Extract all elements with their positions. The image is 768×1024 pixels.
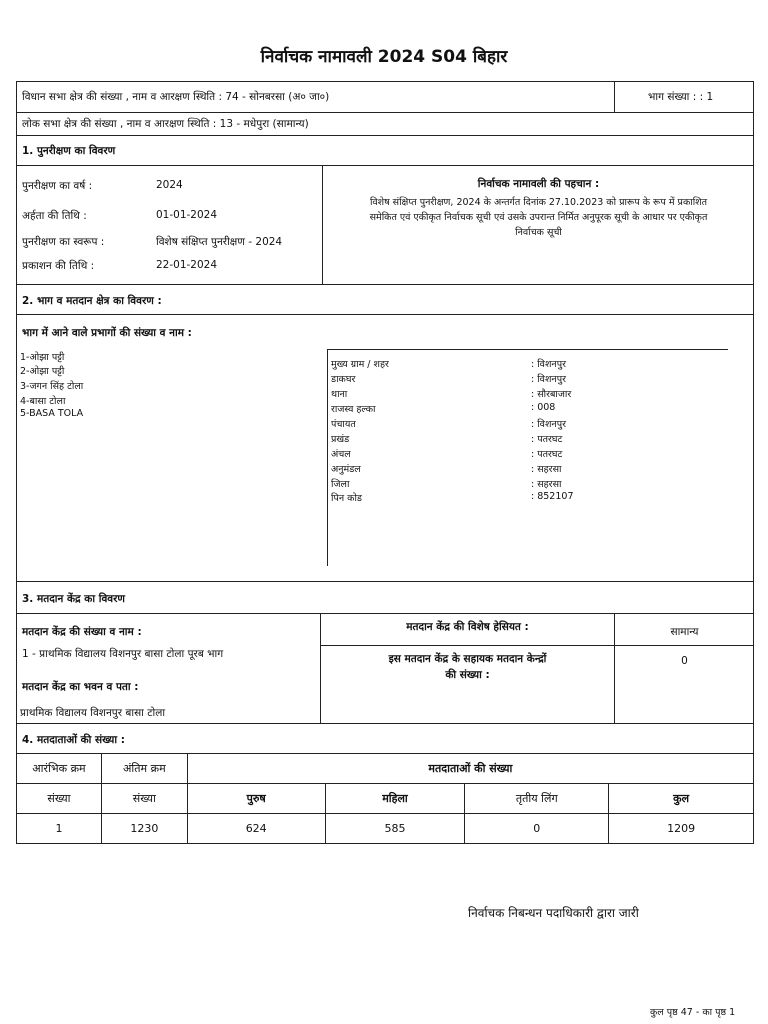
revision-type-label: पुनरीक्षण का स्वरूप : bbox=[22, 236, 105, 248]
special-status-value: सामान्य bbox=[670, 626, 699, 638]
voters-count-table bbox=[16, 753, 754, 844]
block-label: प्रखंड bbox=[331, 434, 350, 445]
qualifying-date-value: 01-01-2024 bbox=[156, 209, 218, 221]
loksabha-info: लोक सभा क्षेत्र की संख्या , नाम व आरक्षण स्थिति : 13 - मधेपुरा (सामान्य) bbox=[22, 118, 309, 130]
main-village-label: मुख्य ग्राम / शहर bbox=[331, 359, 389, 370]
pin-code-label: पिन कोड bbox=[331, 493, 362, 504]
circle-label: अंचल bbox=[331, 449, 351, 460]
police-station-label: थाना bbox=[331, 389, 348, 400]
qualifying-date-label: अर्हता की तिथि : bbox=[22, 210, 87, 222]
subdivision-label: अनुमंडल bbox=[331, 464, 361, 475]
building-address-label: मतदान केंद्र का भवन व पता : bbox=[22, 681, 139, 693]
end-serial-header: अंतिम क्रम bbox=[101, 754, 187, 784]
male-count-cell: 624 bbox=[187, 814, 325, 844]
page-info: कुल पृष्ठ 47 - का पृष्ठ 1 bbox=[650, 1007, 736, 1018]
auxiliary-stations-label-line1: इस मतदान केंद्र के सहायक मतदान केन्द्रों bbox=[388, 653, 547, 665]
assembly-info: विधान सभा क्षेत्र की संख्या , नाम व आरक्षण स्थिति : 74 - सोनबरसा (अ० जा०) bbox=[22, 91, 330, 103]
main-village-value: : विशनपुर bbox=[531, 359, 566, 370]
page-title: निर्वाचक नामावली 2024 S04 बिहार bbox=[260, 47, 508, 67]
post-office-label: डाकघर bbox=[331, 374, 356, 385]
part-number: भाग संख्या : : 1 bbox=[648, 91, 714, 103]
section-item: 2-ओझा पट्टी bbox=[20, 366, 65, 377]
table-row bbox=[17, 814, 754, 844]
female-count-cell: 585 bbox=[325, 814, 465, 844]
total-header: कुल bbox=[609, 784, 754, 814]
roll-identity-line3: निर्वाचक सूची bbox=[515, 227, 562, 238]
district-label: जिला bbox=[331, 479, 350, 490]
section-item: 1-ओझा पट्टी bbox=[20, 352, 65, 363]
section-item: 5-BASA TOLA bbox=[20, 408, 84, 419]
publication-date-label: प्रकाशन की तिथि : bbox=[22, 260, 95, 272]
female-header: महिला bbox=[325, 784, 465, 814]
total-count-cell: 1209 bbox=[609, 814, 754, 844]
roll-identity-line1: विशेष संक्षिप्त पुनरीक्षण, 2024 के अन्तर्गत दिनांक 27.10.2023 को प्रारूप के रूप में प्रकाशित bbox=[369, 197, 708, 208]
third-gender-header: तृतीय लिंग bbox=[465, 784, 609, 814]
section-item: 3-जगन सिंह टोला bbox=[20, 381, 84, 392]
sections-subheading: भाग में आने वाले प्रभागों की संख्या व नाम : bbox=[22, 327, 192, 339]
revenue-circle-value: : 008 bbox=[531, 402, 556, 413]
roll-identity-heading: निर्वाचक नामावली की पहचान : bbox=[477, 178, 600, 190]
revision-year-label: पुनरीक्षण का वर्ष : bbox=[22, 180, 93, 192]
revision-type-value: विशेष संक्षिप्त पुनरीक्षण - 2024 bbox=[156, 236, 283, 248]
block-value: : पतरघट bbox=[531, 434, 563, 445]
revenue-circle-label: राजस्व हल्का bbox=[331, 404, 376, 415]
section3-heading: 3. मतदान केंद्र का विवरण bbox=[22, 593, 126, 605]
third-gender-count-cell: 0 bbox=[465, 814, 609, 844]
issued-by: निर्वाचक निबन्धन पदाधिकारी द्वारा जारी bbox=[468, 906, 639, 920]
roll-identity-line2: समेकित एवं एकीकृत निर्वाचक सूची एवं उसके उपरान्त निर्मित अनुपूरक सूची के आधार पर एकीकृत bbox=[369, 212, 708, 223]
start-serial-header-2: संख्या bbox=[17, 784, 102, 814]
section4-header-box bbox=[16, 723, 754, 754]
revision-year-value: 2024 bbox=[156, 179, 183, 191]
start-serial-header: आरंभिक क्रम bbox=[17, 754, 102, 784]
auxiliary-stations-value: 0 bbox=[681, 655, 688, 667]
pin-code-value: : 852107 bbox=[531, 491, 574, 502]
section-item: 4-बासा टोला bbox=[20, 396, 66, 407]
voters-group-header: मतदाताओं की संख्या bbox=[187, 754, 753, 784]
polling-station-label: मतदान केंद्र की संख्या व नाम : bbox=[22, 626, 142, 638]
post-office-value: : विशनपुर bbox=[531, 374, 566, 385]
publication-date-value: 22-01-2024 bbox=[156, 259, 218, 271]
section1-heading: 1. पुनरीक्षण का विवरण bbox=[22, 145, 116, 157]
end-serial-cell: 1230 bbox=[101, 814, 187, 844]
circle-value: : पतरघट bbox=[531, 449, 563, 460]
subdivision-value: : सहरसा bbox=[531, 464, 562, 475]
police-station-value: : सौरबाजार bbox=[531, 389, 572, 400]
section4-heading: 4. मतदाताओं की संख्या : bbox=[22, 734, 125, 746]
building-address-value: प्राथमिक विद्यालय विशनपुर बासा टोला bbox=[20, 707, 166, 719]
start-serial-cell: 1 bbox=[17, 814, 102, 844]
special-status-label: मतदान केंद्र की विशेष हेसियत : bbox=[406, 621, 529, 633]
panchayat-value: : विशनपुर bbox=[531, 419, 566, 430]
male-header: पुरुष bbox=[187, 784, 325, 814]
auxiliary-stations-label-line2: की संख्या : bbox=[445, 669, 490, 681]
end-serial-header-2: संख्या bbox=[101, 784, 187, 814]
section2-heading: 2. भाग व मतदान क्षेत्र का विवरण : bbox=[22, 295, 162, 307]
polling-station-value: 1 - प्राथमिक विद्यालय विशनपुर बासा टोला पूरब भाग bbox=[22, 648, 224, 660]
district-value: : सहरसा bbox=[531, 479, 562, 490]
panchayat-label: पंचायत bbox=[331, 419, 356, 430]
